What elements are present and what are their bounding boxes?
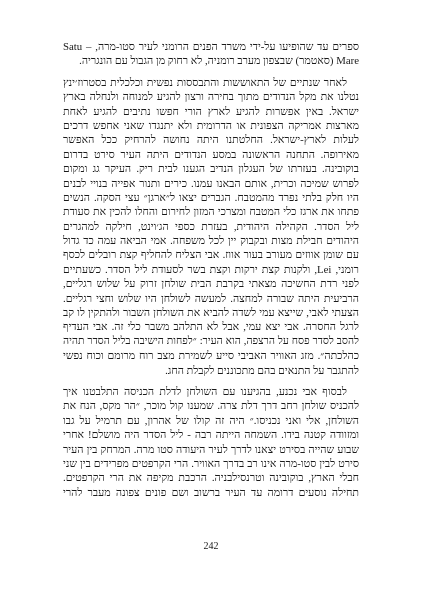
text-line: ישראל. באין אפשרות להגיע לארץ הורי חפשו נתיבים להגיע לאחת	[63, 105, 359, 118]
body-text	[63, 40, 359, 500]
text-line: Mare (סאטמר) שבצפון מערב רומניה, לא רחוק מן הגבול עם הונגריה.	[79, 55, 359, 68]
text-line: סירט לבין סטו-מרה אינו רב בדרך האוויר. הרי הקרפטים מפרידים בין שני	[63, 457, 359, 470]
text-line: חבלי הארץ, בוקובינה וטרנסילבניה. הרכבת מקיפה את הרי הקרפטים.	[63, 472, 359, 485]
text-line: ומזוודה קטנה בידו. השמחה הייתה רבה - ליל הסדר היה מושלם! אחרי	[63, 429, 359, 442]
text-line: מאירופה. התחנה הראשונה במסע הנדודים היתה העיר סירט בדרום	[63, 148, 359, 161]
text-line: להסב לסדר פסח על הרצפה, הוא העיר: ״לפחות הישיבה בליל הסדר תהיה	[63, 335, 359, 347]
text-line: להתגבר על התנאים בהם מתכוננים לקבלת החג.	[165, 364, 359, 377]
paragraph	[63, 40, 359, 69]
page-number: 242	[203, 541, 219, 552]
text-line: נטלנו את מקל הנדודים מתוך בחירה ורצון להגיע למנוחה ולנחלה בארץ	[63, 91, 359, 104]
text-line: היהודים חבילת מצות ובקבוק יין לכל משפחה. אמי הביאה עמה כד גדול	[63, 235, 359, 248]
paragraph	[63, 76, 359, 378]
text-line: תחילה נוסעים דרומה עד העיר ברשוב ושם פונים צפונה מעבר להרי	[63, 486, 359, 499]
text-line: לבסוף אבי נכנע, בהגיענו עם השולחן לדלת הכניסה התלבטנו איך	[63, 385, 347, 398]
text-line: לרגל החסרה. אבי יצא עמי, אבל לא התלהב משבר כלי זה. אבי העדיף	[63, 321, 359, 334]
paragraph	[63, 385, 359, 500]
text-line: ספרים עד שהופיעו על-ידי משרד הפנים הרומני לעיר סטו-מרה, – Satu	[63, 41, 359, 53]
text-line: השולחן, אלי ואני נכניסו.״ היה זה קולו של אהרון, עם תרמיל על גבו	[63, 414, 359, 427]
text-line: פתחו את ארגז כלי המטבח ומצרכי המזון לחירום והחלו להכין את סעודת	[63, 206, 359, 219]
text-line: כהלכתה״. מזג האוויר האביבי סייע לשמירת מצב רוח מרומם וכוח נפשי	[63, 350, 359, 363]
text-line: לפרוש שמיכה וכרית, אותם הבאנו עמנו. כירים ותנור אפייה בנויי לבנים	[63, 177, 359, 190]
text-line: לעלות לארץ-ישראל. החלטתנו היתה נחושה להרחיק ככל האפשר	[63, 134, 359, 147]
text-line: רומני, Lei, ולקנות קצת ירקות וקצת בשר לסעודת ליל הסדר. כשעתיים	[63, 263, 359, 276]
text-line: עם שומן אווזים מעורב בעור אווז. אבי הצליח להחליף קצת רובלים לכסף	[63, 249, 359, 262]
text-line: היו חלק בלתי נפרד מהמטבח. הגברים יצאו ל״ארגן״ עצי הסקה. הנשים	[63, 191, 359, 204]
text-line: מארצות אמריקה הצפונית או הדרומית ולא יתנגדו שאני אחפש דרכים	[63, 119, 359, 132]
text-line: בוקובינה. בעזרתו של העגלון הנדיב הגענו לבית ריק. העיקר גג ומקום	[63, 163, 359, 176]
text-line: שבוע שהייה בסירט יצאנו לדרך לעיר היעודה סטו מרה. המרחק בין העיר	[63, 443, 359, 456]
text-line: הרביעית היתה שבורה למחצה. למעשה לשולחן היו שלוש וחצי רגליים.	[63, 292, 359, 305]
text-line: לפני רדת החשיכה מצאתי בקרבת הבית שולחן זרוק על שלוש רגליים,	[63, 278, 359, 291]
text-line: להכניס שולחן רחב דרך דלת צרה. שמענו קול מוכר, ״הר מקס, הנח את	[63, 400, 359, 413]
text-line: הצעתי לאבי, שייצא עמי לשדה להביא את השולחן השבור ולהתקין לו קב	[63, 307, 359, 320]
text-line: לאחר שנתיים של התאוששות והתבססות נפשית וכלכלית בסטרוז׳ינץ	[63, 76, 347, 89]
text-line: ליל הסדר. הקהילה היהודית, בעזרת כספי הג׳וינט, חילקה למהגרים	[63, 220, 359, 233]
